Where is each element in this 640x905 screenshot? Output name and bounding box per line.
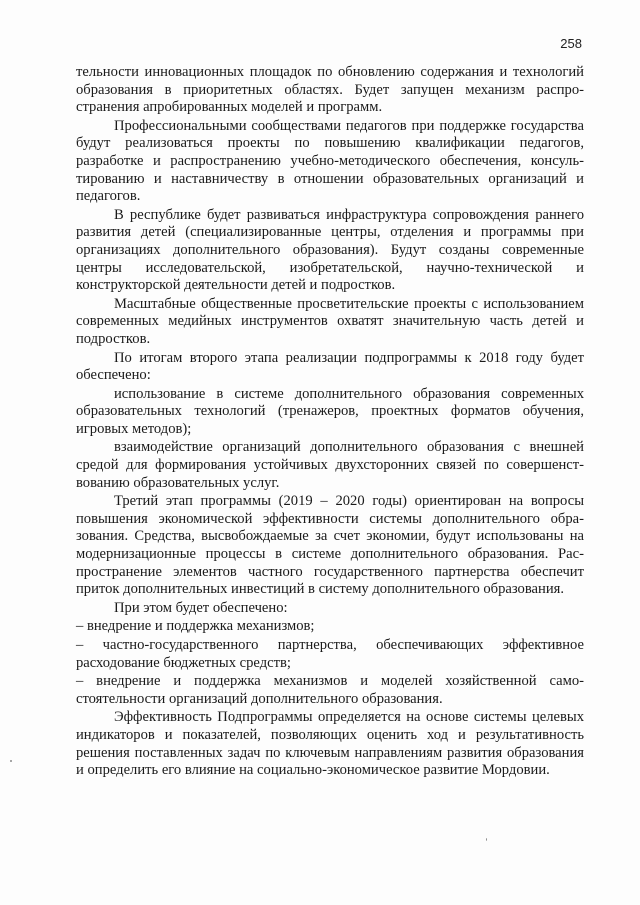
paragraph-professional-communities: Профессиональными сообществами педагогов при поддержке государства будут реализоваться проекты по повышению квалификации педагогов, разработке и распространению учебно-методического обеспечения, консультированию и наставничеству в отношении образовательных организаций и педагогов. [76,117,584,205]
scan-speck [486,838,487,841]
paragraph-second-stage-results: По итогам второго этапа реализации подпрограммы к 2018 году будет обеспечено: [76,349,584,384]
paragraph-will-be-ensured: При этом будет обеспечено: [114,599,288,616]
page-number: 258 [560,36,582,51]
dash-item-self-sufficiency: – внедрение и поддержка механизмов и моделей хозяйственной самостоятельности организаций дополнительного образования. [76,673,584,707]
dash-item-partnership: – частно-государственного партнерства, обеспечивающих эффективное расходование бюджетных средств; [76,637,584,671]
list-item-technologies: использование в системе дополнительного образования современных образовательных технологий (тренажеров, проектных форматов обучения, игровых методов); [76,385,584,437]
paragraph-effectiveness: Эффективность Подпрограммы определяется на основе системы целевых индикаторов и показателей, позволяющих оценить ход и результативность решения поставленных задач по ключевым направлениям развития образования и определить его влияние на социально-экономическое развитие Мордовии. [76,709,584,779]
scan-speck [10,760,12,762]
paragraph-third-stage: Третий этап программы (2019 – 2020 годы) ориентирован на вопросы повышения экономической эффективности системы дополнительного образования. Средства, высвобождаемые за счет экономии, будут использованы на модернизационные процессы в системе дополнительного образования. Распространение элементов частного государственного партнерства обеспечит приток дополнительных инвестиций в систему дополнительного образования. [76,493,584,598]
paragraph-educational-projects: Масштабные общественные просветительские проекты с использованием современных медийных инструментов охватят значительную часть детей и подростков. [76,295,584,347]
list-item-interaction: взаимодействие организаций дополнительного образования с внешней средой для формирования устойчивых двухсторонних связей по совершенствованию образовательных услуг. [76,439,584,491]
dash-item-mechanisms: – внедрение и поддержка механизмов; [76,618,315,635]
document-body [76,64,584,781]
paragraph-infrastructure: В республике будет развиваться инфраструктура сопровождения раннего развития детей (специализированные центры, отделения и программы при организациях дополнительного образования). Будут созданы современные центры исследовательской, изобретательской, научно-технической и конструкторской деятельности детей и подростков. [76,206,584,294]
paragraph-continuation: тельности инновационных площадок по обновлению содержания и технологий образования в приоритетных областях. Будет запущен механизм распространения апробированных моделей и программ. [76,64,584,116]
